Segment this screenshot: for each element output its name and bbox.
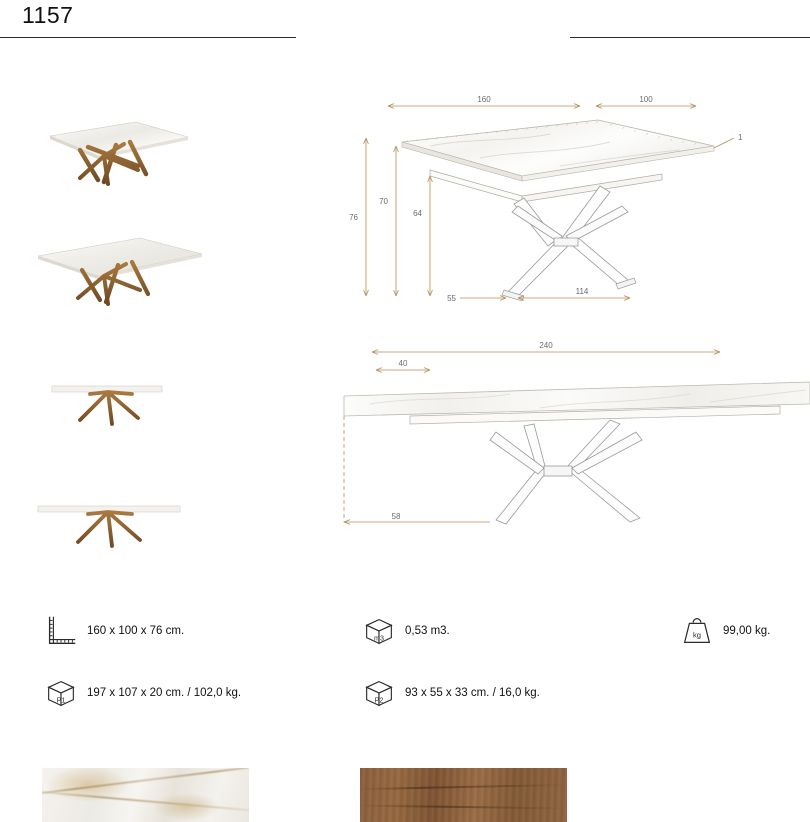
product-code: 1157 xyxy=(22,2,74,28)
spec-package-2-text: 93 x 55 x 33 cm. / 16,0 kg. xyxy=(405,687,540,699)
header-rule-right xyxy=(570,37,810,38)
box-p1-icon-label: P1 xyxy=(56,696,66,705)
dim-160: 160 xyxy=(477,95,491,104)
weight-kg-icon-label: kg xyxy=(692,630,702,640)
dim-40: 40 xyxy=(398,359,408,368)
spec-list xyxy=(0,600,810,730)
weight-kg-icon xyxy=(678,612,716,650)
table-perspective-extended[interactable] xyxy=(20,218,220,328)
spec-volume xyxy=(360,612,450,650)
spec-package-1 xyxy=(42,674,241,712)
dim-100: 100 xyxy=(639,95,653,104)
header-rule-left xyxy=(0,37,296,38)
spec-package-2 xyxy=(360,674,540,712)
spec-weight xyxy=(678,612,770,650)
material-swatch-marble[interactable] xyxy=(42,768,249,822)
perspective-technical-drawing xyxy=(310,80,810,310)
ruler-icon xyxy=(42,612,80,650)
spec-weight-text: 99,00 kg. xyxy=(723,625,771,637)
box-p2-icon xyxy=(360,674,398,712)
material-swatch-walnut[interactable] xyxy=(360,768,567,822)
box-p1-icon xyxy=(42,674,80,712)
dim-114: 114 xyxy=(575,287,589,296)
dim-70: 70 xyxy=(379,197,388,206)
dim-55: 55 xyxy=(447,294,456,303)
front-elevation-technical-drawing xyxy=(310,320,810,540)
table-perspective-closed[interactable] xyxy=(20,100,220,210)
page-header xyxy=(0,0,810,42)
dim-58: 58 xyxy=(391,512,401,521)
thumbnail-column xyxy=(0,90,300,570)
box-m3-icon xyxy=(360,612,398,650)
technical-drawings xyxy=(310,80,810,560)
spec-dimensions-text: 160 x 100 x 76 cm. xyxy=(87,625,185,637)
dim-64: 64 xyxy=(413,209,422,218)
box-p2-icon-label: P2 xyxy=(374,696,384,705)
spec-dimensions xyxy=(42,612,184,650)
spec-volume-text: 0,53 m3. xyxy=(405,625,450,637)
table-front-extended[interactable] xyxy=(20,468,220,578)
dim-1: 1 xyxy=(738,133,743,142)
spec-package-1-text: 197 x 107 x 20 cm. / 102,0 kg. xyxy=(87,687,242,699)
material-swatches xyxy=(0,768,810,822)
dim-240: 240 xyxy=(539,341,553,350)
box-m3-icon-label: m3 xyxy=(374,634,384,643)
dim-76: 76 xyxy=(349,213,358,222)
table-front-closed[interactable] xyxy=(20,348,220,458)
